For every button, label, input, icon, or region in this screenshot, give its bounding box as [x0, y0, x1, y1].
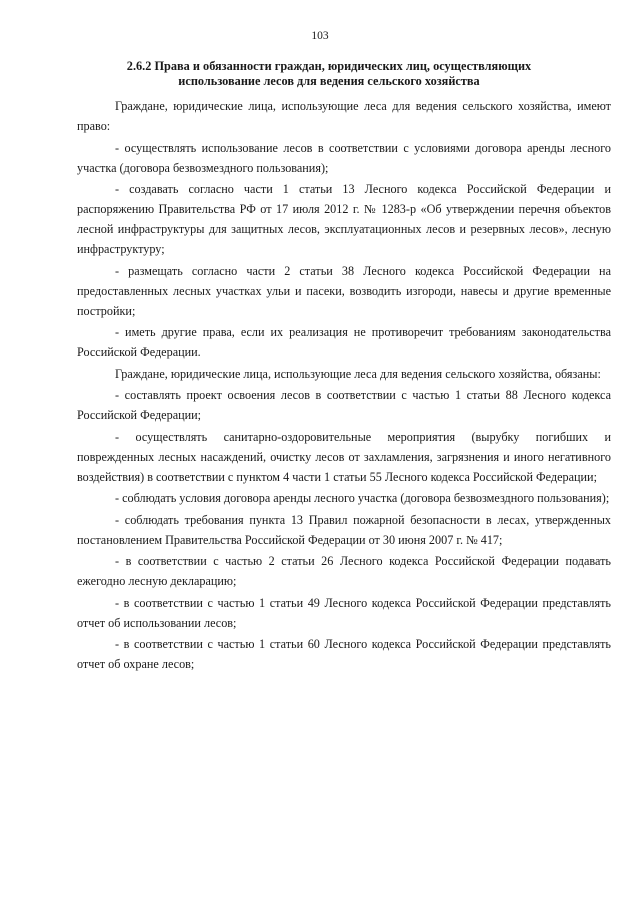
body-text: [77, 96, 611, 676]
section-title: [100, 59, 558, 89]
list-item: - иметь другие права, если их реализация не противоречит требованиям законодательства Российской Федерации.: [77, 325, 611, 359]
list-item: - создавать согласно части 1 статьи 13 Лесного кодекса Российской Федерации и распоряжению Правительства РФ от 17 июля 2012 г. № 1283-р «Об утверждении перечня объектов лесной инфраструктуры для защитных лесов, эксплуатационных лесов и резервных лесов», лесную инфраструктуру;: [77, 182, 611, 256]
page-number: 103: [311, 30, 329, 42]
list-item: - соблюдать условия договора аренды лесного участка (договора безвозмездного пользования);: [115, 491, 610, 505]
list-item: - в соответствии с частью 1 статьи 49 Лесного кодекса Российской Федерации представлять отчет об использовании лесов;: [77, 595, 611, 630]
section-title-line-2: использование лесов для ведения сельского хозяйства: [178, 74, 480, 88]
paragraph-rights-intro: Граждане, юридические лица, использующие леса для ведения сельского хозяйства, имеют право:: [77, 99, 611, 133]
list-item: - осуществлять использование лесов в соответствии с условиями договора аренды лесного участка (договора безвозмездного пользования);: [77, 140, 611, 175]
list-item: - в соответствии с частью 2 статьи 26 Лесного кодекса Российской Федерации подавать ежегодно лесную декларацию;: [77, 554, 611, 588]
list-item: - в соответствии с частью 1 статьи 60 Лесного кодекса Российской Федерации представлять отчет об охране лесов;: [77, 637, 611, 671]
list-item: - осуществлять санитарно-оздоровительные мероприятия (вырубку погибших и поврежденных лесных насаждений, очистку лесов от захламления, загрязнения и иного негативного воздействия) в соответствии с пунктом 4 части 1 статьи 55 Лесного кодекса Российской Федерации;: [77, 429, 611, 484]
list-item: - размещать согласно части 2 статьи 38 Лесного кодекса Российской Федерации на предоставленных лесных участках ульи и пасеки, возводить изгороди, навесы и другие временные постройки;: [77, 263, 611, 318]
list-item: - соблюдать требования пункта 13 Правил пожарной безопасности в лесах, утвержденных постановлением Правительства Российской Федерации от 30 июня 2007 г. № 417;: [77, 512, 611, 547]
section-title-line-1: 2.6.2 Права и обязанности граждан, юридических лиц, осуществляющих: [126, 59, 532, 73]
paragraph-duties-intro: Граждане, юридические лица, использующие леса для ведения сельского хозяйства, обязаны:: [115, 366, 601, 381]
list-item: - составлять проект освоения лесов в соответствии с частью 1 статьи 88 Лесного кодекса Российской Федерации;: [77, 388, 611, 422]
